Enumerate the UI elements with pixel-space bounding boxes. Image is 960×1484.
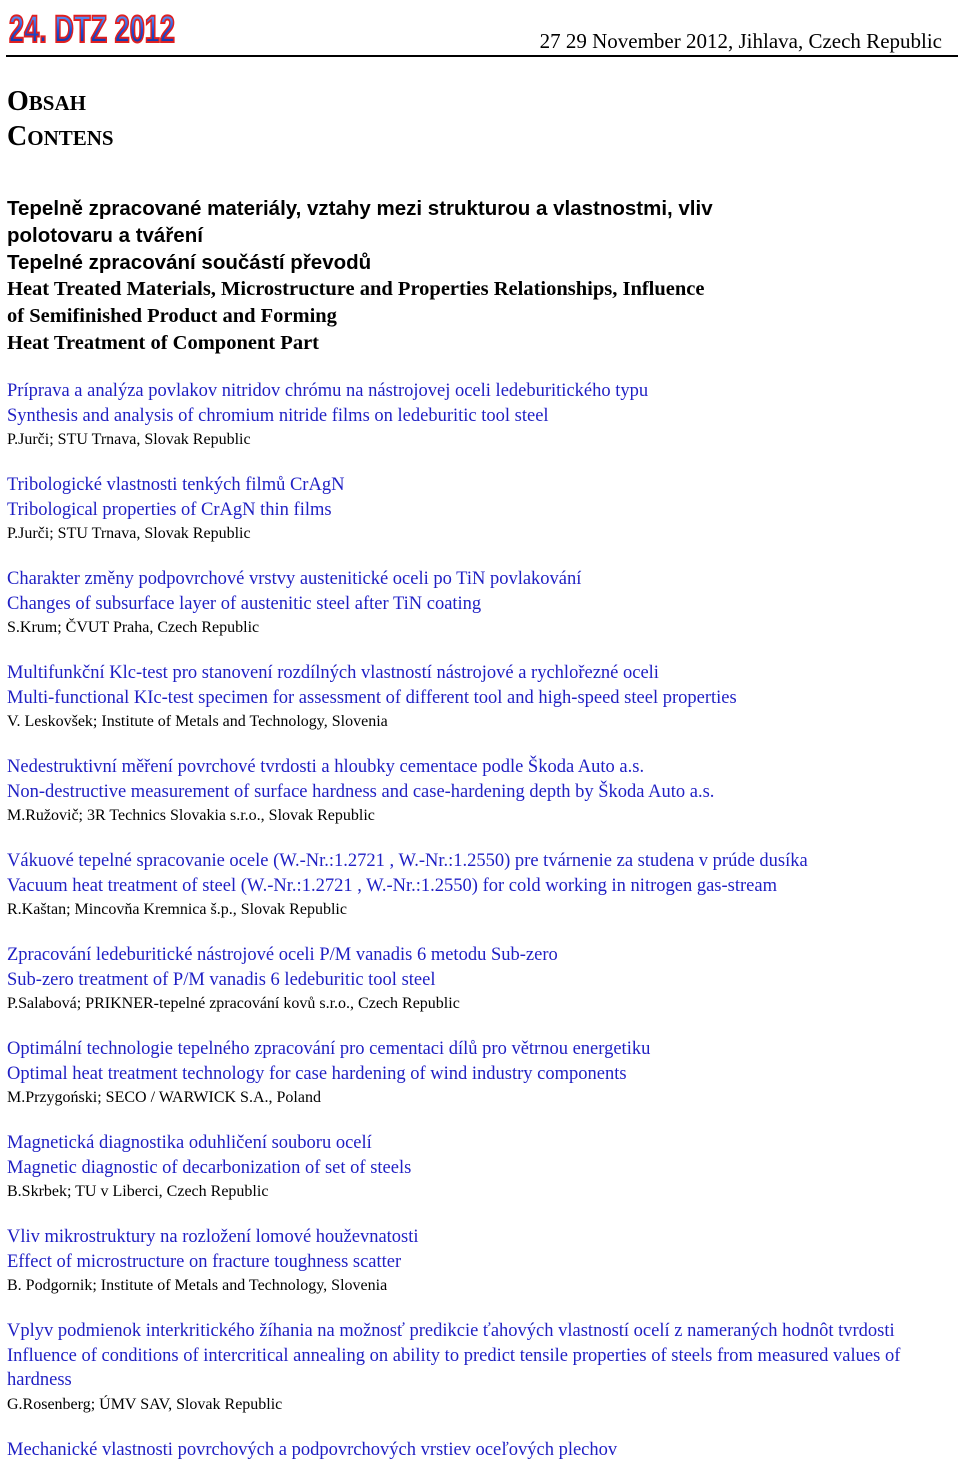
paper-entry xyxy=(7,1319,952,1416)
paper-author: B. Podgornik; Institute of Metals and Technology, Slovenia xyxy=(7,1277,388,1294)
paper-title-local[interactable]: Nedestruktivní měření povrchové tvrdosti a hloubky cementace podle Škoda Auto a.s. xyxy=(7,757,645,777)
heading-contens: CONTENS xyxy=(7,121,114,152)
paper-title-local[interactable]: Vákuové tepelné spracovanie ocele (W.-Nr.:1.2721 , W.-Nr.:1.2550) pre tvárnenie za studena v prúde dusíka xyxy=(7,851,808,871)
paper-entry xyxy=(7,567,952,639)
paper-entry xyxy=(7,755,952,827)
conference-logo xyxy=(6,4,180,50)
paper-title-local[interactable]: Zpracování ledeburitické nástrojové oceli P/M vanadis 6 metodu Sub-zero xyxy=(7,945,558,965)
paper-title-english[interactable]: Influence of conditions of intercritical annealing on ability to predict tensile properties of steels from measured values of hardness xyxy=(7,1345,901,1390)
paper-author: M.Ružovič; 3R Technics Slovakia s.r.o., Slovak Republic xyxy=(7,807,375,824)
section-title-en-2: of Semifinished Product and Forming xyxy=(7,305,337,327)
paper-title-local[interactable]: Vliv mikrostruktury na rozložení lomové houževnatosti xyxy=(7,1227,419,1247)
page-header xyxy=(0,0,960,60)
paper-title-english[interactable]: Magnetic diagnostic of decarbonization of set of steels xyxy=(7,1157,412,1178)
paper-entry xyxy=(7,1438,952,1463)
paper-title-english[interactable]: Non-destructive measurement of surface hardness and case-hardening depth by Škoda Auto a.s. xyxy=(7,781,715,802)
section-title-cz-3: Tepelné zpracování součástí převodů xyxy=(7,251,372,274)
paper-author: P.Salabová; PRIKNER-tepelné zpracování kovů s.r.o., Czech Republic xyxy=(7,995,460,1012)
paper-title-local[interactable]: Tribologické vlastnosti tenkých filmů CrAgN xyxy=(7,475,345,495)
paper-title-english[interactable]: Optimal heat treatment technology for case hardening of wind industry components xyxy=(7,1063,627,1084)
paper-author: M.Przygoński; SECO / WARWICK S.A., Poland xyxy=(7,1089,321,1106)
paper-entry xyxy=(7,1225,952,1297)
paper-entry xyxy=(7,379,952,451)
contents-heading xyxy=(7,85,952,155)
document-body xyxy=(7,85,952,1484)
paper-entry xyxy=(7,1037,952,1109)
section-title xyxy=(7,195,952,357)
paper-author: P.Jurči; STU Trnava, Slovak Republic xyxy=(7,525,251,542)
paper-title-local[interactable]: Charakter změny podpovrchové vrstvy austenitické oceli po TiN povlakování xyxy=(7,569,582,589)
paper-author: V. Leskovšek; Institute of Metals and Technology, Slovenia xyxy=(7,713,388,730)
paper-author: G.Rosenberg; ÚMV SAV, Slovak Republic xyxy=(7,1395,283,1413)
paper-author: P.Jurči; STU Trnava, Slovak Republic xyxy=(7,431,251,448)
entries-list xyxy=(7,379,952,1462)
section-title-cz-1: Tepelně zpracované materiály, vztahy mezi strukturou a vlastnostmi, vliv xyxy=(7,197,713,220)
paper-title-local[interactable]: Vplyv podmienok interkritického žíhania na možnosť predikcie ťahových vlastností ocelí z nameraných hodnôt tvrdosti xyxy=(7,1321,895,1341)
heading-obsah: OBSAH xyxy=(7,86,86,117)
paper-entry xyxy=(7,849,952,921)
paper-entry xyxy=(7,661,952,733)
conference-date: 27 29 November 2012, Jihlava, Czech Republic xyxy=(539,29,942,53)
paper-title-local[interactable]: Optimální technologie tepelného zpracování pro cementaci dílů pro větrnou energetiku xyxy=(7,1039,651,1059)
paper-entry xyxy=(7,943,952,1015)
section-title-cz-2: polotovaru a tváření xyxy=(7,224,203,247)
paper-title-english[interactable]: Changes of subsurface layer of austenitic steel after TiN coating xyxy=(7,593,482,614)
paper-title-english[interactable]: Tribological properties of CrAgN thin films xyxy=(7,499,332,520)
paper-entry xyxy=(7,473,952,545)
paper-author: R.Kaštan; Mincovňa Kremnica š.p., Slovak Republic xyxy=(7,901,347,918)
paper-title-local[interactable]: Multifunkční Klc-test pro stanovení rozdílných vlastností nástrojové a rychlořezné oceli xyxy=(7,663,659,683)
header-divider xyxy=(6,55,958,57)
paper-author: B.Skrbek; TU v Liberci, Czech Republic xyxy=(7,1183,269,1200)
paper-author: S.Krum; ČVUT Praha, Czech Republic xyxy=(7,619,260,636)
paper-entry xyxy=(7,1131,952,1203)
logo-text: 24. DTZ 2012 xyxy=(9,9,175,51)
section-title-en-1: Heat Treated Materials, Microstructure and Properties Relationships, Influence xyxy=(7,278,705,300)
paper-title-english[interactable]: Sub-zero treatment of P/M vanadis 6 ledeburitic tool steel xyxy=(7,969,436,990)
paper-title-local[interactable]: Mechanické vlastnosti povrchových a podpovrchových vrstiev oceľových plechov xyxy=(7,1439,618,1460)
section-title-en-3: Heat Treatment of Component Part xyxy=(7,332,319,354)
paper-title-english[interactable]: Effect of microstructure on fracture toughness scatter xyxy=(7,1251,402,1272)
paper-title-english[interactable]: Vacuum heat treatment of steel (W.-Nr.:1.2721 , W.-Nr.:1.2550) for cold working in nitrogen gas-stream xyxy=(7,875,777,896)
paper-title-english[interactable]: Synthesis and analysis of chromium nitride films on ledeburitic tool steel xyxy=(7,405,549,426)
paper-title-english[interactable]: Multi-functional KIc-test specimen for assessment of different tool and high-speed steel properties xyxy=(7,687,737,708)
paper-title-local[interactable]: Magnetická diagnostika oduhličení souboru ocelí xyxy=(7,1133,372,1153)
paper-title-local[interactable]: Príprava a analýza povlakov nitridov chrómu na nástrojovej oceli ledeburitického typu xyxy=(7,381,649,401)
